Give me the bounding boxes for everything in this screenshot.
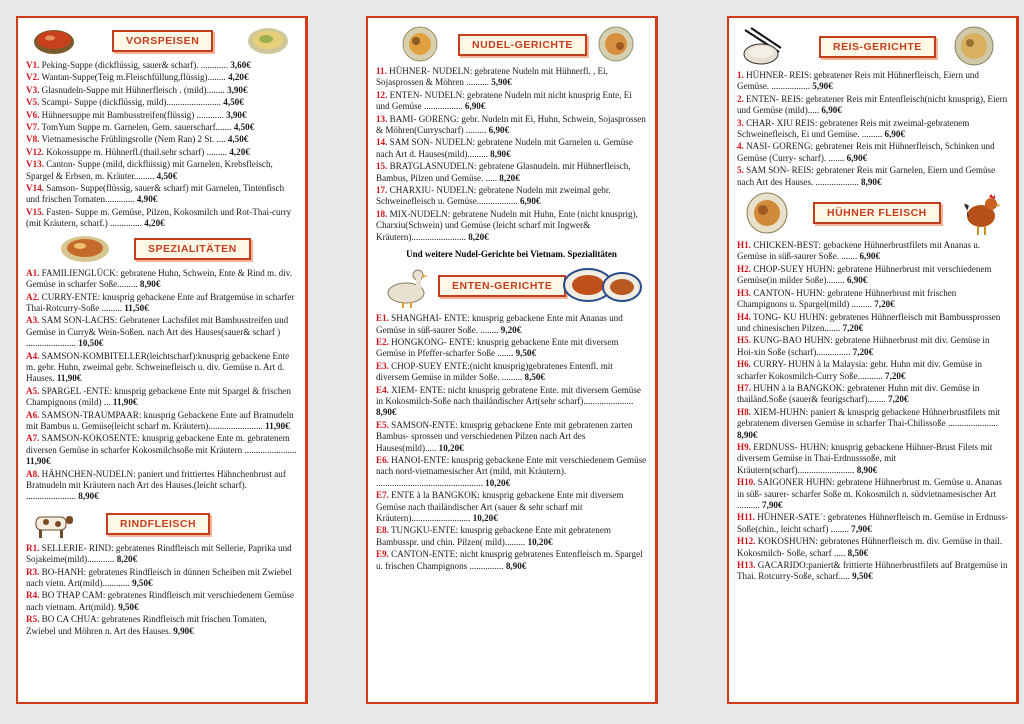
duck-plate-icon [562, 263, 642, 305]
menu-item-code: R1. [26, 542, 40, 553]
menu-item [26, 85, 297, 96]
menu-item [737, 407, 1008, 441]
menu-item-code: 15. [376, 161, 388, 172]
menu-item-text: ENTEN- NUDELN: gebratene Nudeln mit nicht knusprig Ente, Ei und Gemüse ................. [376, 89, 632, 112]
menu-item-text: GACARIDO:paniert& frittierte Hühnerbrustfilets auf Bratgemüse in Thai. Rotcurry-Soße, scharf..... [737, 560, 1008, 582]
menu-item-price: 6,90€ [884, 129, 905, 140]
menu-item-code: A7. [26, 433, 40, 444]
menu-item-text: SAM SON-LACHS: Gebratener Lachsfilet mit Bambusstreifen und Gemüse in Curry& Wein-Soßen. nach Art des Hauses(sauer& scharf ) ...................... [26, 315, 289, 349]
menu-item-price: 7,90€ [762, 500, 783, 510]
menu-item-text: FAMILIENGLÜCK: gebratene Huhn, Schwein, Ente & Rind m. div. Gemüse in scharfer Soße......... [26, 267, 292, 290]
menu-item-code: H2. [737, 263, 751, 274]
menu-item-code: A3. [26, 315, 40, 326]
menu-item-code: R4. [26, 590, 40, 601]
menu-item [26, 60, 297, 71]
menu-item [737, 560, 1008, 583]
menu-item-code: V6. [26, 109, 40, 120]
menu-item-text: HÄHNCHEN-NUDELN: paniert und frittiertes Hähnchenbrust auf Bratnudeln mit Kräutern nach Art des Hauses.(leicht scharf). ...................... [26, 468, 286, 502]
section-title-reis: REIS-GERICHTE [819, 36, 936, 58]
rindfleisch-list [26, 543, 297, 637]
menu-item-text: BO-HANH: gebratenes Rindfleisch in dünnen Scheiben mit Zwiebel nach vietn. Art(mild)............ [26, 566, 292, 589]
menu-item-price: 9,20€ [500, 324, 522, 335]
menu-item-price: 6,90€ [519, 196, 541, 207]
menu-item [737, 536, 1008, 559]
menu-item-price: 8,90€ [505, 560, 527, 571]
menu-item-text: HANOI-ENTE: knusprig gebackene Ente mit verschiedenem Gemüse nach nord-vietnamesischer Art (mild, mit Kräutern). ............................................... [376, 454, 647, 488]
menu-item-price: 10,20€ [527, 536, 553, 547]
menu-item-text: HÜHNER- REIS: gebratener Reis mit Hühnerfleisch, Eiern und Gemüse. ................. [737, 70, 979, 92]
menu-item [26, 159, 297, 182]
menu-item-text: SHANGHAI- ENTE: knusprig gebackene Ente mit Ananas und Gemüse in süß-saurer Soße. ........ [376, 313, 623, 335]
menu-item [26, 72, 297, 83]
menu-item [26, 469, 297, 503]
menu-item-code: H1. [737, 240, 751, 251]
menu-item-code: E5. [376, 419, 389, 430]
menu-item [737, 312, 1008, 335]
menu-item-text: CHICKEN-BEST: gebackene Hühnerbrustfilets mit Ananas u. Gemüse in süß-saurer Soße. ....... [737, 240, 981, 262]
menu-item-price: 6,90€ [821, 105, 842, 116]
menu-item-price: 8,90€ [737, 429, 758, 440]
menu-item-code: 2. [737, 93, 744, 104]
menu-item-text: BAMI- GORENG: gebr. Nudeln mit Ei, Huhn, Schwein, Sojasprossen & Möhren(Curryscharf) ......... [376, 113, 646, 136]
menu-item-price: 6,90€ [859, 251, 880, 262]
menu-item [737, 264, 1008, 287]
menu-item-code: V14. [26, 183, 44, 194]
menu-item-text: BO CA CHUA: gebratenes Rindfleisch mit frischen Tomaten, Zwiebel und Möhren n. Art des Hauses. [26, 614, 267, 636]
menu-item-code: E3. [376, 360, 389, 371]
menu-item-code: E8. [376, 525, 389, 536]
menu-item [26, 543, 297, 566]
menu-item-code: A2. [26, 291, 40, 302]
menu-item-price: 3,60€ [230, 60, 251, 70]
menu-item [26, 410, 297, 433]
menu-item-text: CURRY-ENTE: knusprig gebackene Ente auf Bratgemüse in scharfer Thai-Rotcurry-Soße ......... [26, 291, 295, 313]
menu-item-price: 4,20€ [228, 72, 249, 83]
menu-item-price: 4,20€ [144, 218, 165, 229]
menu-item-code: 18. [376, 208, 388, 219]
menu-item [376, 185, 647, 208]
menu-item [26, 134, 297, 145]
cow-icon [28, 511, 74, 539]
menu-item-text: CANTON-ENTE: nicht knusprig gebratenes Entenfleisch m. Spargel u. frischen Champignons ............... [376, 549, 643, 571]
menu-item-text: Kokossuppe m. Hühnerfl.(thail.sehr scharf) ......... [46, 146, 228, 157]
menu-item-text: SAMSON-ENTE: knusprig gebackene Ente mit gebratenen zarten Bambus- sprossen und verschiedenen Pilzen nach Art des Hauses(mild)..... [376, 419, 633, 453]
menu-item [737, 141, 1008, 164]
menu-item [26, 122, 297, 133]
menu-item-price: 6,90€ [464, 101, 486, 112]
menu-item [376, 420, 647, 454]
menu-item-code: H4. [737, 311, 751, 322]
menu-item-price: 6,90€ [488, 125, 510, 136]
menu-item [737, 94, 1008, 117]
menu-item-price: 11,50€ [124, 302, 149, 313]
menu-item-code: H9. [737, 441, 751, 452]
menu-item-price: 9,50€ [515, 348, 537, 359]
menu-item-code: A4. [26, 350, 40, 361]
rice-plate-icon [953, 26, 995, 66]
section-title-nudel: NUDEL-GERICHTE [458, 34, 587, 56]
menu-item-text: HÜHNER-SATE´: gebratenes Hühnerfleisch m. Gemüse in Erdnuss-Soße(chin., leicht scharf) ........ [737, 512, 1009, 534]
menu-item-code: V3. [26, 84, 40, 95]
menu-item-price: 8,90€ [490, 148, 511, 159]
menu-item [376, 455, 647, 489]
menu-item-code: A8. [26, 468, 40, 479]
menu-item-price: 10,20€ [472, 513, 498, 523]
spezialitaeten-list [26, 268, 297, 503]
section-header-nudel [376, 26, 647, 62]
menu-item [737, 118, 1008, 141]
menu-item-price: 8,90€ [861, 176, 882, 187]
menu-item-code: 13. [376, 113, 388, 124]
menu-item-price: 9,50€ [118, 601, 139, 612]
menu-item-code: R3. [26, 566, 40, 577]
menu-item-price: 9,50€ [132, 578, 153, 589]
section-title-vorspeisen: VORSPEISEN [112, 30, 213, 52]
menu-item-price: 7,20€ [852, 346, 874, 357]
menu-item-text: Samson- Suppe(flüssig, sauer& scharf) mit Garnelen, Tintenfisch und frischen Tomaten............. [26, 183, 285, 205]
menu-item [737, 512, 1008, 535]
menu-item-code: A6. [26, 409, 40, 420]
menu-item-code: E4. [376, 384, 389, 395]
menu-item-price: 5,90€ [491, 77, 512, 88]
menu-item-code: E7. [376, 490, 389, 501]
menu-item-code: 14. [376, 137, 388, 148]
menu-item-price: 8,90€ [856, 464, 878, 475]
menu-item-price: 8,90€ [376, 407, 397, 418]
menu-item-text: Wantan-Suppe(Teig m.Fleischfüllung,flüssig)........ [41, 72, 226, 83]
menu-item [737, 477, 1008, 511]
rooster-icon [959, 192, 1001, 236]
menu-item-price: 3,90€ [226, 109, 247, 120]
menu-item [737, 240, 1008, 263]
menu-item-code: H8. [737, 406, 751, 417]
menu-item-text: SAIGONER HUHN: gebratene Hühnerbrust m. Gemüse u. Ananas in süß- saurer- scharfer Soße m. Kokosmilch n. südvietnamesischer Art .......... [737, 477, 1002, 510]
menu-item-code: A5. [26, 385, 40, 396]
section-title-huhn: HÜHNER FLEISCH [813, 202, 941, 224]
menu-item-text: XIEM-HUHN: paniert & knusprig gebackene Hühnerbrustfilets mit gebratenem diversen Gemüse in scharfer Thai-Chilissoße ...................... [737, 406, 1001, 429]
menu-item-text: NASI- GORENG: gebratener Reis mit Hühnerfleisch, Schinken und Gemüse (Curry- scharf). ....... [737, 141, 995, 163]
soup-bowl-icon [32, 26, 76, 56]
menu-item-price: 8,20€ [499, 172, 520, 183]
menu-item [376, 114, 647, 137]
menu-item [26, 433, 297, 467]
menu-item [26, 351, 297, 385]
menu-item [376, 490, 647, 524]
menu-item-code: 17. [376, 185, 388, 196]
menu-item-text: SAM SON- NUDELN: gebratene Nudeln mit Garnelen u. Gemüse nach Art d. Hauses(mild)......... [376, 137, 633, 159]
menu-item-code: V8. [26, 134, 40, 145]
menu-item-code: R5. [26, 614, 40, 625]
menu-item-code: E2. [376, 336, 389, 347]
menu-item-text: CANTON- HUHN: gebratene Hühnerbrust mit frischen Champignons u. Spargel(mild) ......... [737, 287, 957, 310]
menu-item-code: V1. [26, 60, 40, 70]
menu-item-text: SELLERIE- RIND: gebratenes Rindfleisch mit Sellerie, Paprika und Sojakeime(mild)............ [26, 542, 292, 565]
menu-item-text: KUNG-BAO HUHN: gebratene Hühnerbrust mit div. Gemüse in Hoi-xin Soße (scharf)............... [737, 335, 990, 357]
menu-item-price: 8,50€ [847, 547, 869, 558]
menu-item-text: Fasten- Suppe m. Gemüse, Pilzen, Kokosmilch und Rot-Thai-curry (mit Kräutern, scharf.) .............. [26, 206, 292, 229]
menu-item-text: KOKOSHUHN: gebratenes Hühnerfleisch m. div. Gemüse in thail. Kokosmilch- Soße, scharf ..... [737, 536, 1003, 558]
menu-item-price: 11,90€ [112, 397, 138, 408]
menu-item-code: E6. [376, 454, 389, 465]
menu-item-code: 4. [737, 141, 744, 152]
menu-item-text: HUHN à la BANGKOK: gebratener Huhn mit div. Gemüse in thailänd.Soße (sauer& feurigscharf)........ [737, 382, 980, 405]
menu-item-code: H5. [737, 335, 751, 346]
section-title-enten: ENTEN-GERICHTE [438, 275, 566, 297]
menu-item-price: 4,90€ [136, 194, 158, 205]
menu-item [376, 337, 647, 360]
nudel-list [376, 66, 647, 243]
menu-item [376, 361, 647, 384]
menu-item [26, 292, 297, 315]
menu-item-code: E1. [376, 313, 389, 324]
section-title-spezialitaeten: SPEZIALITÄTEN [134, 238, 251, 260]
menu-item [737, 165, 1008, 188]
menu-item [376, 90, 647, 113]
menu-item [737, 383, 1008, 406]
menu-item-price: 11,90€ [56, 373, 82, 384]
duck-icon [382, 263, 430, 309]
menu-item-text: SAMSON-TRAUMPAAR: knusprig Gebackene Ente auf Bratnudeln mit Bambus u. Gemüse(leicht scharf m. Kräutern)........................ [26, 409, 294, 431]
soup-bowl-icon [246, 26, 290, 56]
noodle-plate-icon [60, 234, 110, 264]
noodle-plate-icon [596, 26, 636, 62]
section-header-spezialitaeten [26, 234, 297, 264]
menu-item-text: BO THAP CAM: gebratenes Rindfleisch mit verschiedenem Gemüse nach vietnam. Art(mild). [26, 590, 294, 612]
menu-item-text: BRATGLASNUDELN: gebratene Glasnudeln. mit Hühnerfleisch, Bambus, Pilzen und Gemüse. ..... [376, 161, 631, 183]
menu-item-text: Scampi- Suppe (dickflüssig, mild)........................ [41, 97, 222, 108]
menu-item-code: H10. [737, 477, 756, 488]
section-header-enten [376, 263, 647, 309]
menu-item-text: SPARGEL -ENTE: knusprig gebackene Ente mit Spargel & frischen Champignons (mild) ... [26, 385, 291, 408]
menu-item-code: V13. [26, 159, 44, 170]
menu-item-code: H11. [737, 512, 755, 523]
menu-item-text: MIX-NUDELN: gebratene Nudeln mit Huhn, Ente (nicht knusprig), Charxiu(Schwein) und Gemüse (leicht scharf mit Ingwer& Kräutern)........................ [376, 208, 638, 242]
section-header-vorspeisen [26, 26, 297, 56]
section-header-reis [737, 26, 1008, 66]
menu-item-code: E9. [376, 549, 389, 560]
menu-item-text: HÜHNER- NUDELN: gebratene Nudeln mit Hühnerfl. , Ei, Sojasprossen & Möhren .......... [376, 66, 608, 88]
menu-item-price: 4,50€ [227, 134, 249, 145]
menu-item-text: HONGKONG- ENTE: knusprig gebackene Ente mit diversem Gemüse in Pfeffer-scharfer Soße ....... [376, 336, 619, 359]
menu-item [26, 110, 297, 121]
menu-item-code: 1. [737, 70, 744, 80]
menu-item-text: ENTEN- REIS: gebratener Reis mit Entenfleisch(nicht knusprig), Eiern und Gemüse (mild)..... [737, 93, 1008, 116]
menu-item-text: SAMSON-KOKOSENTE: knusprig gebackene Ente m. gebratenem diversen Gemüse in scharfer Kokosmilchsoße mit Kräutern ....................... [26, 433, 297, 455]
menu-item-code: A1. [26, 267, 40, 278]
menu-item-code: 12. [376, 89, 388, 100]
menu-item-price: 11,90€ [26, 456, 51, 467]
menu-item-price: 7,20€ [885, 370, 906, 381]
menu-item-price: 9,90€ [173, 625, 194, 636]
menu-item-code: V12. [26, 146, 44, 157]
menu-item-price: 8,90€ [139, 279, 161, 290]
menu-item-price: 7,20€ [874, 299, 895, 310]
menu-item [376, 209, 647, 243]
menu-item-text: Hühnersuppe mit Bambusstreifen(flüssig) ............ [41, 109, 224, 120]
nudel-note: Und weitere Nudel-Gerichte bei Vietnam. Spezialitäten [406, 249, 617, 260]
noodle-plate-icon [400, 26, 440, 62]
menu-item [26, 268, 297, 291]
menu-item-code: 5. [737, 165, 744, 176]
vorspeisen-list [26, 60, 297, 230]
menu-item-text: CURRY- HUHN à la Malaysia: gebr. Huhn mit div. Gemüse in scharfer Kokosmilch-Curry Soße........... [737, 359, 982, 381]
reis-list [737, 70, 1008, 188]
menu-item-price: 8,90€ [78, 491, 99, 502]
menu-page-3 [727, 16, 1019, 704]
menu-item-price: 8,20€ [116, 554, 138, 565]
menu-item [737, 359, 1008, 382]
menu-item-text: SAM SON- REIS: gebratener Reis mit Garnelen, Eiern und Gemüse nach Art des Hauses. ................... [737, 165, 996, 187]
menu-item [26, 97, 297, 108]
menu-item-code: V15. [26, 206, 44, 217]
menu-item-text: Peking-Suppe (dickflüssig, sauer& scharf). ............ [41, 60, 229, 70]
huhn-list [737, 240, 1008, 583]
menu-item-text: TomYum Suppe m. Garnelen, Gem. sauerscharf....... [41, 122, 232, 133]
menu-item-code: H7. [737, 382, 751, 393]
menu-item [26, 315, 297, 349]
menu-page-2 [366, 16, 658, 704]
menu-item-text: Canton- Suppe (mild, dickflüssig) mit Garnelen, Krebsfleisch, Spargel & Erbsen, m. Kräuter......... [26, 159, 273, 181]
menu-item [376, 549, 647, 572]
menu-item [376, 525, 647, 548]
menu-item-code: H6. [737, 359, 751, 370]
menu-item-price: 5,90€ [812, 81, 833, 92]
menu-item [26, 183, 297, 206]
menu-item-text: XIEM- ENTE: nicht knusprig gebratene Ente. mit diversem Gemüse in Kokosmilch-Soße nach thailändischer Art(sehr scharf)...................... [376, 384, 641, 406]
menu-item-text: ERDNUSS- HUHN: knusprig gebackene Hühner-Brust Filets mit diversem Gemüse in Thai-Erdnusssoße, mit Kräutern(scharf)......................... [737, 441, 993, 475]
menu-item-code: 3. [737, 117, 744, 128]
menu-item [737, 70, 1008, 93]
menu-item-code: H3. [737, 287, 751, 298]
menu-item-price: 4,50€ [156, 170, 178, 181]
menu-item-price: 7,90€ [851, 523, 872, 534]
menu-item [737, 335, 1008, 358]
menu-item [26, 386, 297, 409]
menu-item-text: CHOP-SUEY HUHN: gebratene Hühnerbrust mit verschiedenem Gemüse(in milder Soße)........ [737, 263, 992, 286]
menu-item-text: CHAR- XIU REIS: gebratener Reis mit zweimal-gebratenem Schweinefleisch, Ei und Gemüse. ......... [737, 117, 970, 140]
menu-item-code: H12. [737, 536, 756, 547]
menu-item-text: TONG- KU HUHN: gebratenes Hühnerfleisch mit Bambussprossen und chinesischen Pilzen....... [737, 311, 1001, 333]
menu-item-code: V7. [26, 122, 40, 133]
menu-item-code: 11. [376, 66, 387, 76]
menu-item [376, 385, 647, 419]
enten-list [376, 313, 647, 572]
menu-item-text: SAMSON-KOMBITELLER(leichtscharf):knusprig gebackene Ente m. gebr. Huhn, zweimal gebr. Schweinefleisch u. div. Gemüse n. Art d. Hauses. [26, 350, 290, 384]
menu-item-text: CHARXIU- NUDELN: gebratene Nudeln mit zweimal gebr. Schweinefleisch u. Gemüse.................. [376, 185, 611, 207]
menu-item-price: 4,20€ [229, 146, 250, 157]
menu-item [26, 590, 297, 613]
menu-item [26, 207, 297, 230]
menu-item-text: CHOP-SUEY ENTE:(nicht knusprig)gebratenes Entenfl. mit diversem Gemüse in milder Soße. ......... [376, 360, 613, 383]
menu-item-price: 6,90€ [846, 152, 868, 163]
menu-item-price: 8,50€ [524, 372, 545, 383]
menu-item-code: V5. [26, 97, 40, 108]
menu-item [376, 161, 647, 184]
menu-item-text: Vietnamesische Frühlingsrolle (Nem Ran) 2 St. .... [41, 134, 226, 145]
menu-item [26, 147, 297, 158]
menu-item-price: 10,50€ [78, 338, 104, 349]
menu-item-price: 3,90€ [227, 84, 248, 95]
menu-item-price: 10,20€ [438, 442, 464, 453]
chopsticks-bowl-icon [741, 26, 785, 66]
menu-item-text: TUNGKU-ENTE: knusprig gebackene Ente mit gebratenem Bambusspr. und chin. Pilzen( mild)......... [376, 525, 611, 547]
menu-item-price: 8,20€ [468, 231, 489, 242]
section-header-huhn [737, 192, 1008, 236]
menu-item-price: 7,20€ [888, 394, 909, 405]
menu-item-price: 6,90€ [846, 275, 868, 286]
menu-item-price: 4,50€ [233, 122, 255, 133]
menu-item-price: 4,50€ [223, 97, 244, 108]
section-header-rindfleisch [26, 509, 297, 539]
menu-item [376, 313, 647, 336]
menu-item [26, 567, 297, 590]
menu-item-code: V2. [26, 72, 40, 83]
menu-item [376, 137, 647, 160]
menu-item-code: H13. [737, 560, 756, 571]
section-title-rindfleisch: RINDFLEISCH [106, 513, 210, 535]
menu-item [737, 288, 1008, 311]
menu-item [376, 66, 647, 89]
menu-item-text: Glasnudeln-Suppe mit Hühnerfleisch . (mild)........ [41, 84, 225, 95]
menu-item-price: 11,90€ [265, 420, 290, 431]
chicken-plate-icon [745, 192, 789, 234]
menu-item-text: ENTE à la BANGKOK: knusprig gebackene Ente mit diversem Gemüse nach thailändischer Art (sauer & sehr scharf mit Kräutern).......................... [376, 490, 624, 523]
menu-page-1 [16, 16, 308, 704]
menu-item [26, 614, 297, 637]
menu-item-price: 9,50€ [852, 571, 873, 582]
menu-item-price: 7,20€ [842, 322, 864, 333]
menu-item [737, 442, 1008, 476]
menu-item-price: 10,20€ [485, 477, 511, 488]
